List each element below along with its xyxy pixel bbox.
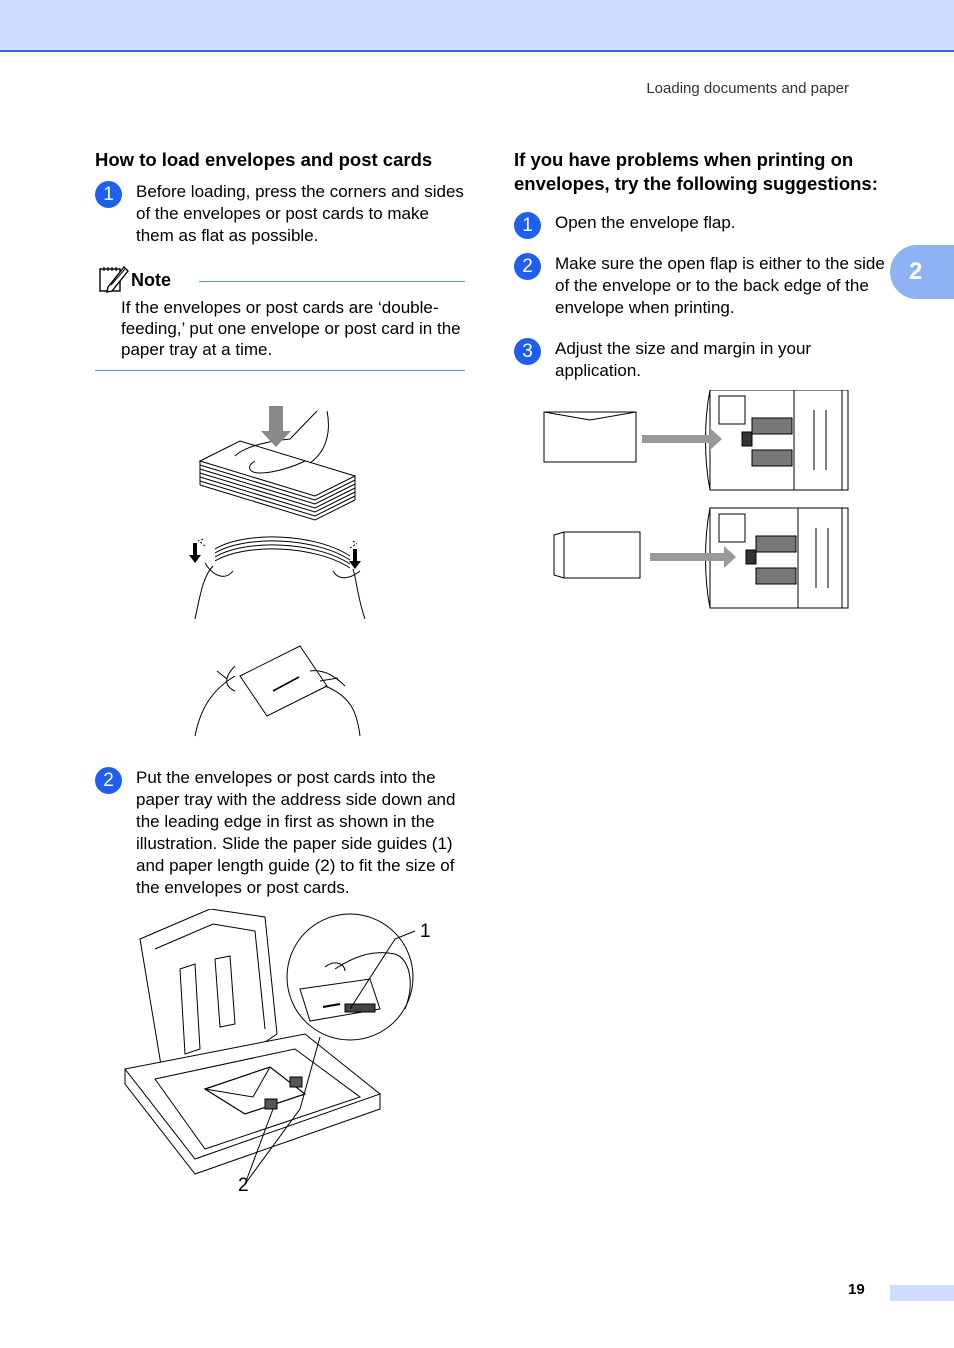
step-number-badge: 2 <box>95 767 122 794</box>
left-column <box>95 148 465 1194</box>
note-box <box>95 263 465 371</box>
note-title: Note <box>131 270 171 290</box>
running-title: Loading documents and paper <box>646 80 849 97</box>
step-3-adjust-size <box>514 338 889 382</box>
callout-2: 2 <box>238 1175 249 1194</box>
step-number-badge: 2 <box>514 253 541 280</box>
step-text: Open the envelope flap. <box>555 213 736 232</box>
right-column <box>514 148 889 615</box>
step-text: Put the envelopes or post cards into the paper tray with the address side down and the leading edge in first as shown in the illustration. Slide the paper side guides (1) and paper length guide (2) to fit the size of the envelopes or post cards. <box>136 768 456 897</box>
section-heading-envelopes: How to load envelopes and post cards <box>95 149 433 170</box>
page-number-bar <box>890 1285 954 1301</box>
step-2 <box>95 767 465 899</box>
note-text: If the envelopes or post cards are ‘double-feeding,’ put one envelope or post card in the paper tray at a time. <box>121 298 461 359</box>
header-band <box>0 0 954 52</box>
step-1 <box>95 181 465 247</box>
step-2-flap-position <box>514 253 889 319</box>
step-text: Make sure the open flap is either to the side of the envelope or to the back edge of the envelope when printing. <box>555 254 885 317</box>
note-rule <box>199 281 465 282</box>
step-text: Before loading, press the corners and sides of the envelopes or post cards to make them as flat as possible. <box>136 182 464 245</box>
step-number-badge: 3 <box>514 338 541 365</box>
step-number-badge: 1 <box>95 181 122 208</box>
step-number-badge: 1 <box>514 212 541 239</box>
paper-tray-illustration <box>95 909 465 1194</box>
step-text: Adjust the size and margin in your application. <box>555 339 812 380</box>
callout-1: 1 <box>420 921 431 942</box>
envelope-orientation-illustration <box>514 390 854 615</box>
page-number: 19 <box>848 1281 865 1298</box>
note-pencil-icon <box>98 263 130 293</box>
section-heading-problems: If you have problems when printing on envelopes, try the following suggestions: <box>514 149 878 194</box>
chapter-number: 2 <box>909 258 923 285</box>
chapter-tab <box>890 245 954 299</box>
step-1-open-flap <box>514 212 889 234</box>
flatten-envelopes-illustration <box>95 401 465 751</box>
